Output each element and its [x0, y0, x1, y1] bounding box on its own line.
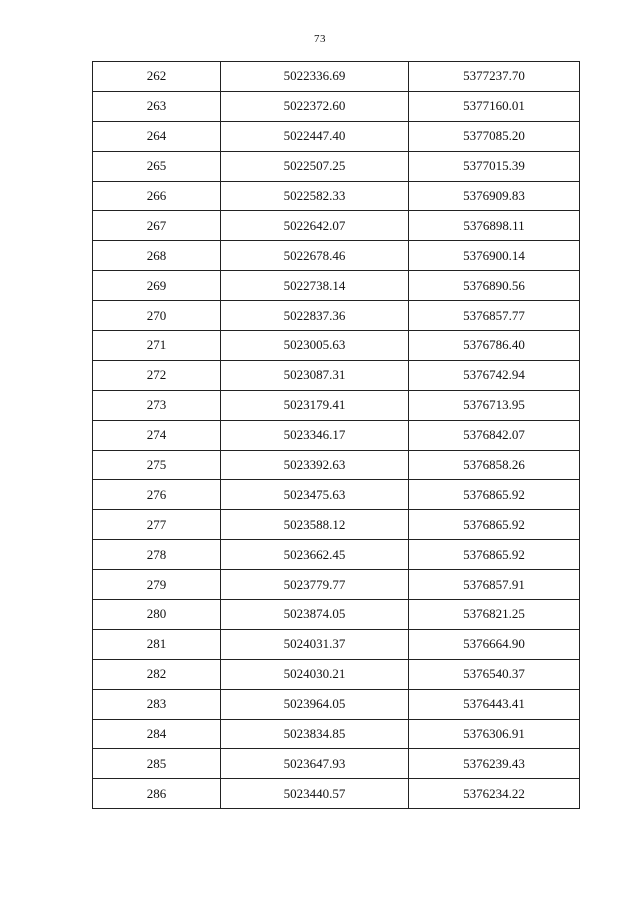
table-row	[93, 91, 580, 121]
point-number-cell: 273	[93, 390, 221, 420]
y-coordinate-cell: 5376540.37	[409, 659, 580, 689]
x-coordinate-cell: 5023179.41	[221, 390, 409, 420]
y-coordinate-cell: 5376786.40	[409, 331, 580, 361]
x-coordinate-cell: 5022678.46	[221, 241, 409, 271]
point-number-cell: 275	[93, 450, 221, 480]
x-coordinate-cell: 5024031.37	[221, 629, 409, 659]
table-row	[93, 629, 580, 659]
y-coordinate-cell: 5376742.94	[409, 360, 580, 390]
x-coordinate-cell: 5022837.36	[221, 301, 409, 331]
point-number-cell: 270	[93, 301, 221, 331]
table-row	[93, 540, 580, 570]
point-number-cell: 267	[93, 211, 221, 241]
y-coordinate-cell: 5376865.92	[409, 480, 580, 510]
table-row	[93, 211, 580, 241]
x-coordinate-cell: 5024030.21	[221, 659, 409, 689]
x-coordinate-cell: 5023834.85	[221, 719, 409, 749]
table-row	[93, 779, 580, 809]
point-number-cell: 264	[93, 121, 221, 151]
table-row	[93, 510, 580, 540]
x-coordinate-cell: 5023005.63	[221, 331, 409, 361]
table-row	[93, 301, 580, 331]
point-number-cell: 285	[93, 749, 221, 779]
x-coordinate-cell: 5023647.93	[221, 749, 409, 779]
x-coordinate-cell: 5022336.69	[221, 62, 409, 92]
point-number-cell: 282	[93, 659, 221, 689]
table-row	[93, 390, 580, 420]
table-row	[93, 62, 580, 92]
y-coordinate-cell: 5376865.92	[409, 510, 580, 540]
x-coordinate-cell: 5022372.60	[221, 91, 409, 121]
point-number-cell: 265	[93, 151, 221, 181]
x-coordinate-cell: 5023392.63	[221, 450, 409, 480]
x-coordinate-cell: 5023588.12	[221, 510, 409, 540]
x-coordinate-cell: 5023779.77	[221, 570, 409, 600]
point-number-cell: 269	[93, 271, 221, 301]
table-row	[93, 480, 580, 510]
x-coordinate-cell: 5022447.40	[221, 121, 409, 151]
point-number-cell: 274	[93, 420, 221, 450]
x-coordinate-cell: 5022642.07	[221, 211, 409, 241]
point-number-cell: 279	[93, 570, 221, 600]
table-row	[93, 360, 580, 390]
coordinates-table	[92, 61, 580, 809]
point-number-cell: 280	[93, 600, 221, 630]
table-row	[93, 689, 580, 719]
table-row	[93, 121, 580, 151]
table-row	[93, 570, 580, 600]
table-row	[93, 659, 580, 689]
point-number-cell: 272	[93, 360, 221, 390]
x-coordinate-cell: 5023964.05	[221, 689, 409, 719]
table-row	[93, 181, 580, 211]
y-coordinate-cell: 5377237.70	[409, 62, 580, 92]
table-row	[93, 450, 580, 480]
point-number-cell: 284	[93, 719, 221, 749]
table-row	[93, 241, 580, 271]
y-coordinate-cell: 5376890.56	[409, 271, 580, 301]
y-coordinate-cell: 5376865.92	[409, 540, 580, 570]
table-row	[93, 151, 580, 181]
point-number-cell: 263	[93, 91, 221, 121]
x-coordinate-cell: 5023440.57	[221, 779, 409, 809]
x-coordinate-cell: 5023346.17	[221, 420, 409, 450]
point-number-cell: 262	[93, 62, 221, 92]
y-coordinate-cell: 5376443.41	[409, 689, 580, 719]
point-number-cell: 271	[93, 331, 221, 361]
y-coordinate-cell: 5377015.39	[409, 151, 580, 181]
page-number: 73	[314, 33, 326, 45]
point-number-cell: 276	[93, 480, 221, 510]
point-number-cell: 278	[93, 540, 221, 570]
point-number-cell: 281	[93, 629, 221, 659]
x-coordinate-cell: 5023662.45	[221, 540, 409, 570]
point-number-cell: 286	[93, 779, 221, 809]
table-row	[93, 420, 580, 450]
point-number-cell: 268	[93, 241, 221, 271]
x-coordinate-cell: 5022507.25	[221, 151, 409, 181]
x-coordinate-cell: 5023874.05	[221, 600, 409, 630]
y-coordinate-cell: 5376239.43	[409, 749, 580, 779]
point-number-cell: 277	[93, 510, 221, 540]
y-coordinate-cell: 5376664.90	[409, 629, 580, 659]
table-row	[93, 749, 580, 779]
coordinates-table-body	[93, 62, 580, 809]
x-coordinate-cell: 5022738.14	[221, 271, 409, 301]
y-coordinate-cell: 5376234.22	[409, 779, 580, 809]
y-coordinate-cell: 5377160.01	[409, 91, 580, 121]
table-row	[93, 719, 580, 749]
point-number-cell: 266	[93, 181, 221, 211]
y-coordinate-cell: 5376858.26	[409, 450, 580, 480]
x-coordinate-cell: 5023475.63	[221, 480, 409, 510]
point-number-cell: 283	[93, 689, 221, 719]
y-coordinate-cell: 5376306.91	[409, 719, 580, 749]
y-coordinate-cell: 5376900.14	[409, 241, 580, 271]
y-coordinate-cell: 5376898.11	[409, 211, 580, 241]
y-coordinate-cell: 5377085.20	[409, 121, 580, 151]
table-row	[93, 271, 580, 301]
y-coordinate-cell: 5376909.83	[409, 181, 580, 211]
y-coordinate-cell: 5376857.91	[409, 570, 580, 600]
table-row	[93, 600, 580, 630]
y-coordinate-cell: 5376713.95	[409, 390, 580, 420]
y-coordinate-cell: 5376821.25	[409, 600, 580, 630]
table-row	[93, 331, 580, 361]
x-coordinate-cell: 5023087.31	[221, 360, 409, 390]
y-coordinate-cell: 5376857.77	[409, 301, 580, 331]
y-coordinate-cell: 5376842.07	[409, 420, 580, 450]
x-coordinate-cell: 5022582.33	[221, 181, 409, 211]
